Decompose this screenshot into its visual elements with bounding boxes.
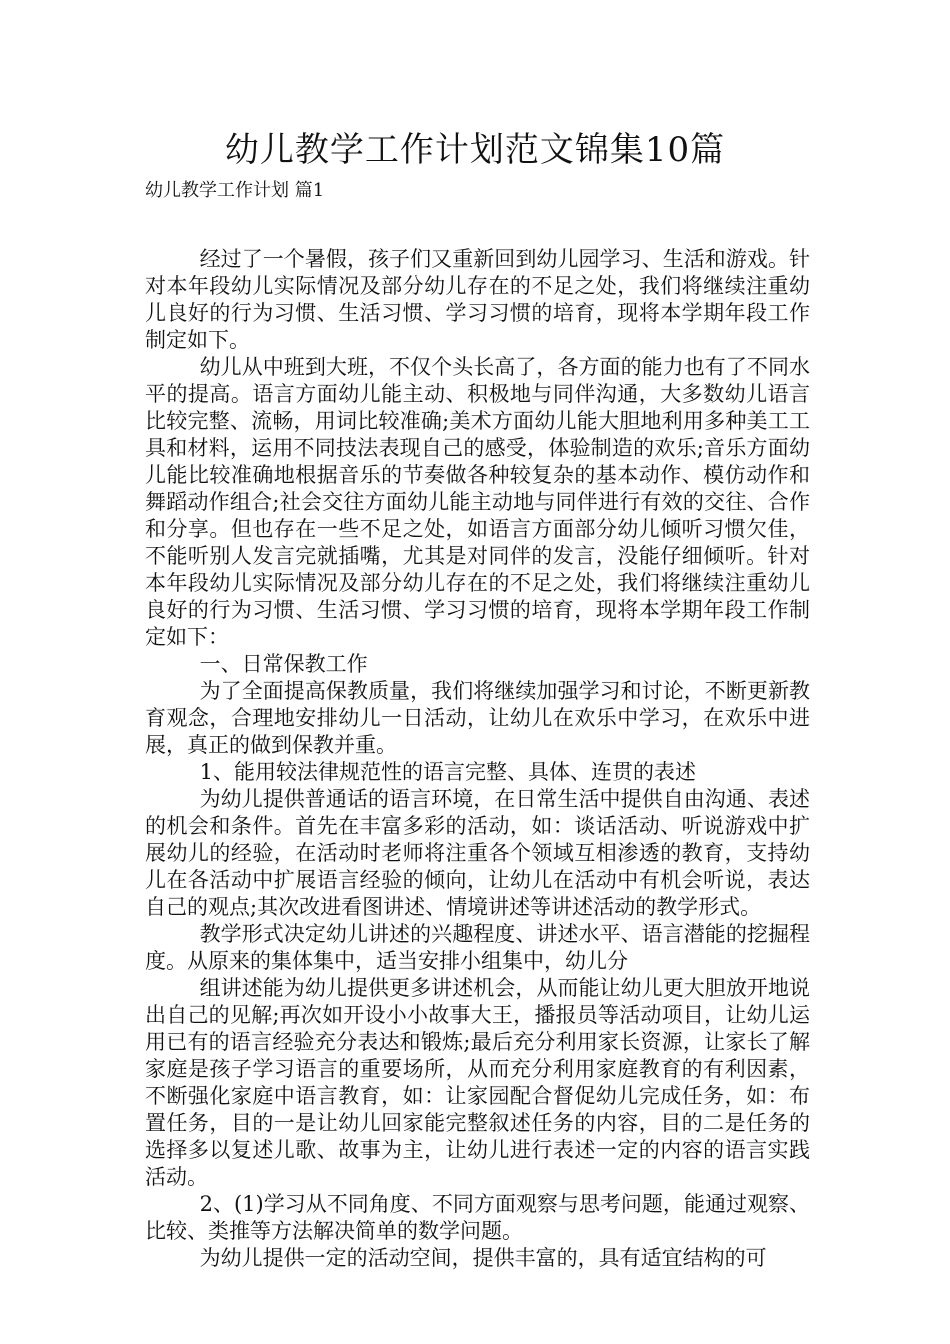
document-body (145, 246, 810, 1272)
paragraph: 幼儿从中班到大班，不仅个头长高了，各方面的能力也有了不同水平的提高。语言方面幼儿能主动、积极地与同伴沟通，大多数幼儿语言比较完整、流畅，用词比较准确;美术方面幼儿能大胆地利用多种美工工具和材料，运用不同技法表现自己的感受，体验制造的欢乐;音乐方面幼儿能比较准确地根据音乐的节奏做各种较复杂的基本动作、模仿动作和舞蹈动作组合;社会交往方面幼儿能主动地与同伴进行有效的交往、合作和分享。但也存在一些不足之处，如语言方面部分幼儿倾听习惯欠佳，不能听别人发言完就插嘴，尤其是对同伴的发言，没能仔细倾听。针对本年段幼儿实际情况及部分幼儿存在的不足之处，我们将继续注重幼儿良好的行为习惯、生活习惯、学习习惯的培育，现将本学期年段工作制定如下： (145, 355, 810, 649)
paragraph: 经过了一个暑假，孩子们又重新回到幼儿园学习、生活和游戏。针对本年段幼儿实际情况及部分幼儿存在的不足之处，我们将继续注重幼儿良好的行为习惯、生活习惯、学习习惯的培育，现将本学期年段工作制定如下。 (145, 247, 810, 352)
section-subtitle: 幼儿教学工作计划 篇1 (145, 180, 325, 201)
paragraph: 为幼儿提供一定的活动空间，提供丰富的，具有适宜结构的可 (199, 1246, 767, 1270)
subsection-heading: 2、(1)学习从不同角度、不同方面观察与思考问题，能通过观察、比较、类推等方法解决简单的数学问题。 (145, 1192, 810, 1243)
paragraph: 为幼儿提供普通话的语言环境，在日常生活中提供自由沟通、表述的机会和条件。首先在丰富多彩的活动，如：谈话活动、听说游戏中扩展幼儿的经验，在活动时老师将注重各个领域互相渗透的教育，支持幼儿在各活动中扩展语言经验的倾向，让幼儿在活动中有机会听说，表达自己的观点;其次改进看图讲述、情境讲述等讲述活动的教学形式。 (145, 787, 810, 919)
paragraph: 教学形式决定幼儿讲述的兴趣程度、讲述水平、语言潜能的挖掘程度。从原来的集体集中，适当安排小组集中，幼儿分 (145, 922, 810, 973)
document-title: 幼儿教学工作计划范文锦集10篇 (224, 130, 726, 170)
paragraph: 组讲述能为幼儿提供更多讲述机会，从而能让幼儿更大胆放开地说出自己的见解;再次如开设小小故事大王，播报员等活动项目，让幼儿运用已有的语言经验充分表达和锻炼;最后充分利用家长资源，让家长了解家庭是孩子学习语言的重要场所，从而充分利用家庭教育的有利因素，不断强化家庭中语言教育，如：让家园配合督促幼儿完成任务，如：布置任务，目的一是让幼儿回家能完整叙述任务的内容，目的二是任务的选择多以复述儿歌、故事为主，让幼儿进行表述一定的内容的语言实践活动。 (145, 976, 810, 1189)
paragraph: 为了全面提高保教质量，我们将继续加强学习和讨论，不断更新教育观念，合理地安排幼儿一日活动，让幼儿在欢乐中学习，在欢乐中进展，真正的做到保教并重。 (145, 679, 810, 757)
subsection-heading: 1、能用较法律规范性的语言完整、具体、连贯的表述 (199, 760, 696, 784)
section-heading: 一、日常保教工作 (199, 652, 368, 676)
